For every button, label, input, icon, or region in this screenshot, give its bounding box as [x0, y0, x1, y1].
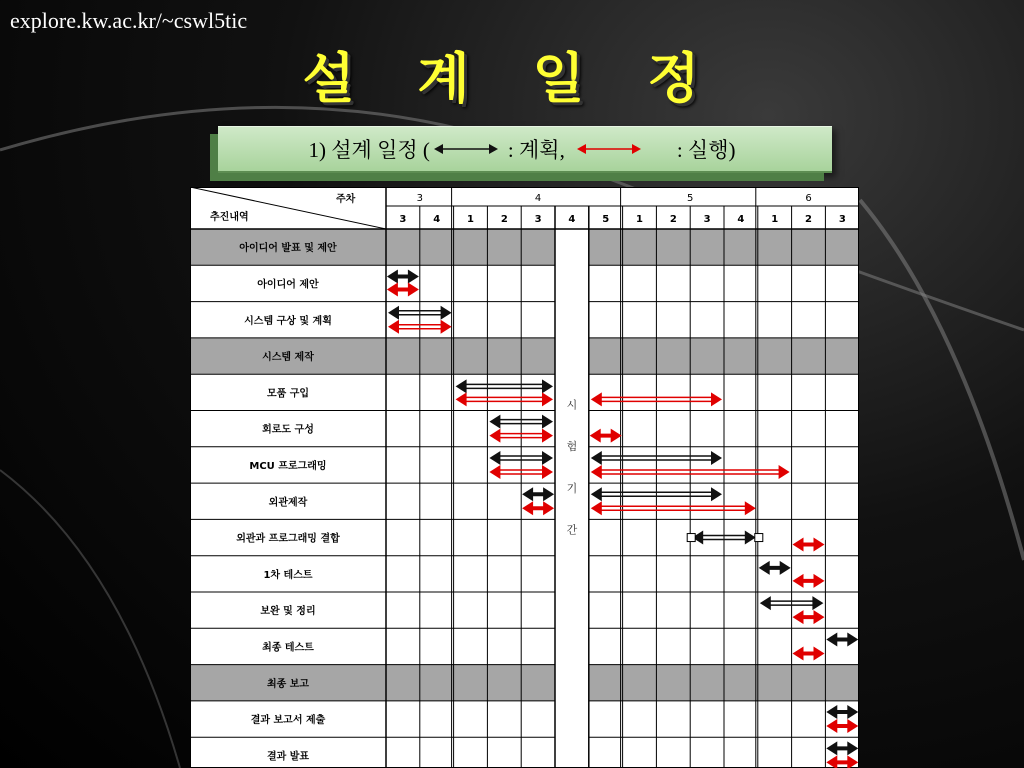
subweek-header: 4 — [737, 214, 745, 225]
subweek-header: 2 — [669, 214, 677, 225]
row-label: 모품 구입 — [266, 388, 310, 400]
source-url: explore.kw.ac.kr/~cswl5tic — [10, 8, 248, 33]
row-label: 결과 발표 — [266, 751, 310, 763]
row-label: 최종 보고 — [266, 678, 310, 690]
subweek-header: 1 — [771, 214, 779, 225]
header-side-label: 추진내역 — [210, 212, 249, 223]
row-label: 아이디어 제안 — [257, 279, 319, 291]
subweek-header: 3 — [534, 214, 542, 225]
legend-actual-label: : 실행) — [676, 138, 736, 162]
exam-column-bg — [555, 229, 589, 768]
subweek-header: 3 — [838, 214, 846, 225]
row-label: 외관제작 — [268, 497, 308, 509]
exam-period-char: 시 — [566, 398, 578, 412]
milestone-box — [755, 534, 763, 542]
actual-arrow-icon — [577, 142, 641, 156]
row-label: 시스템 구상 및 계획 — [244, 315, 332, 327]
row-label: 결과 보고서 제출 — [250, 715, 326, 727]
subweek-header: 1 — [636, 214, 643, 225]
row-label: 최종 테스트 — [262, 642, 314, 654]
row-label: 1차 테스트 — [263, 569, 313, 581]
exam-period-char: 기 — [566, 481, 578, 495]
row-label: MCU 프로그래밍 — [249, 460, 327, 472]
legend-plan-label: : 계획, — [507, 138, 565, 162]
subweek-header: 3 — [703, 214, 711, 225]
subweek-header: 3 — [399, 214, 407, 225]
row-label: 아이디어 발표 및 제안 — [239, 243, 337, 255]
subweek-header: 4 — [433, 214, 441, 225]
legend-prefix: 1) 설계 일정 ( — [308, 138, 430, 162]
row-label: 보완 및 정리 — [260, 606, 316, 618]
header-top-label: 주차 — [336, 194, 356, 205]
legend-box — [218, 126, 832, 173]
week-header: 5 — [687, 193, 694, 204]
slide-title: 설 계 일 정 — [302, 47, 722, 110]
subweek-header: 2 — [805, 214, 812, 225]
subweek-header: 2 — [500, 214, 508, 225]
milestone-box — [687, 534, 695, 542]
row-label: 회로도 구성 — [262, 424, 314, 436]
subweek-header: 1 — [467, 214, 474, 225]
schedule-table — [190, 187, 859, 768]
subweek-header: 5 — [602, 214, 610, 225]
row-label: 외관과 프로그래밍 결합 — [236, 533, 340, 545]
plan-arrow-icon — [434, 142, 498, 156]
week-header: 3 — [416, 193, 423, 204]
subweek-header: 4 — [568, 214, 576, 225]
week-header: 4 — [534, 193, 542, 204]
row-label: 시스템 제작 — [262, 352, 314, 364]
exam-period-char: 험 — [566, 440, 578, 454]
exam-period-char: 간 — [566, 523, 578, 537]
week-header: 6 — [805, 193, 812, 204]
